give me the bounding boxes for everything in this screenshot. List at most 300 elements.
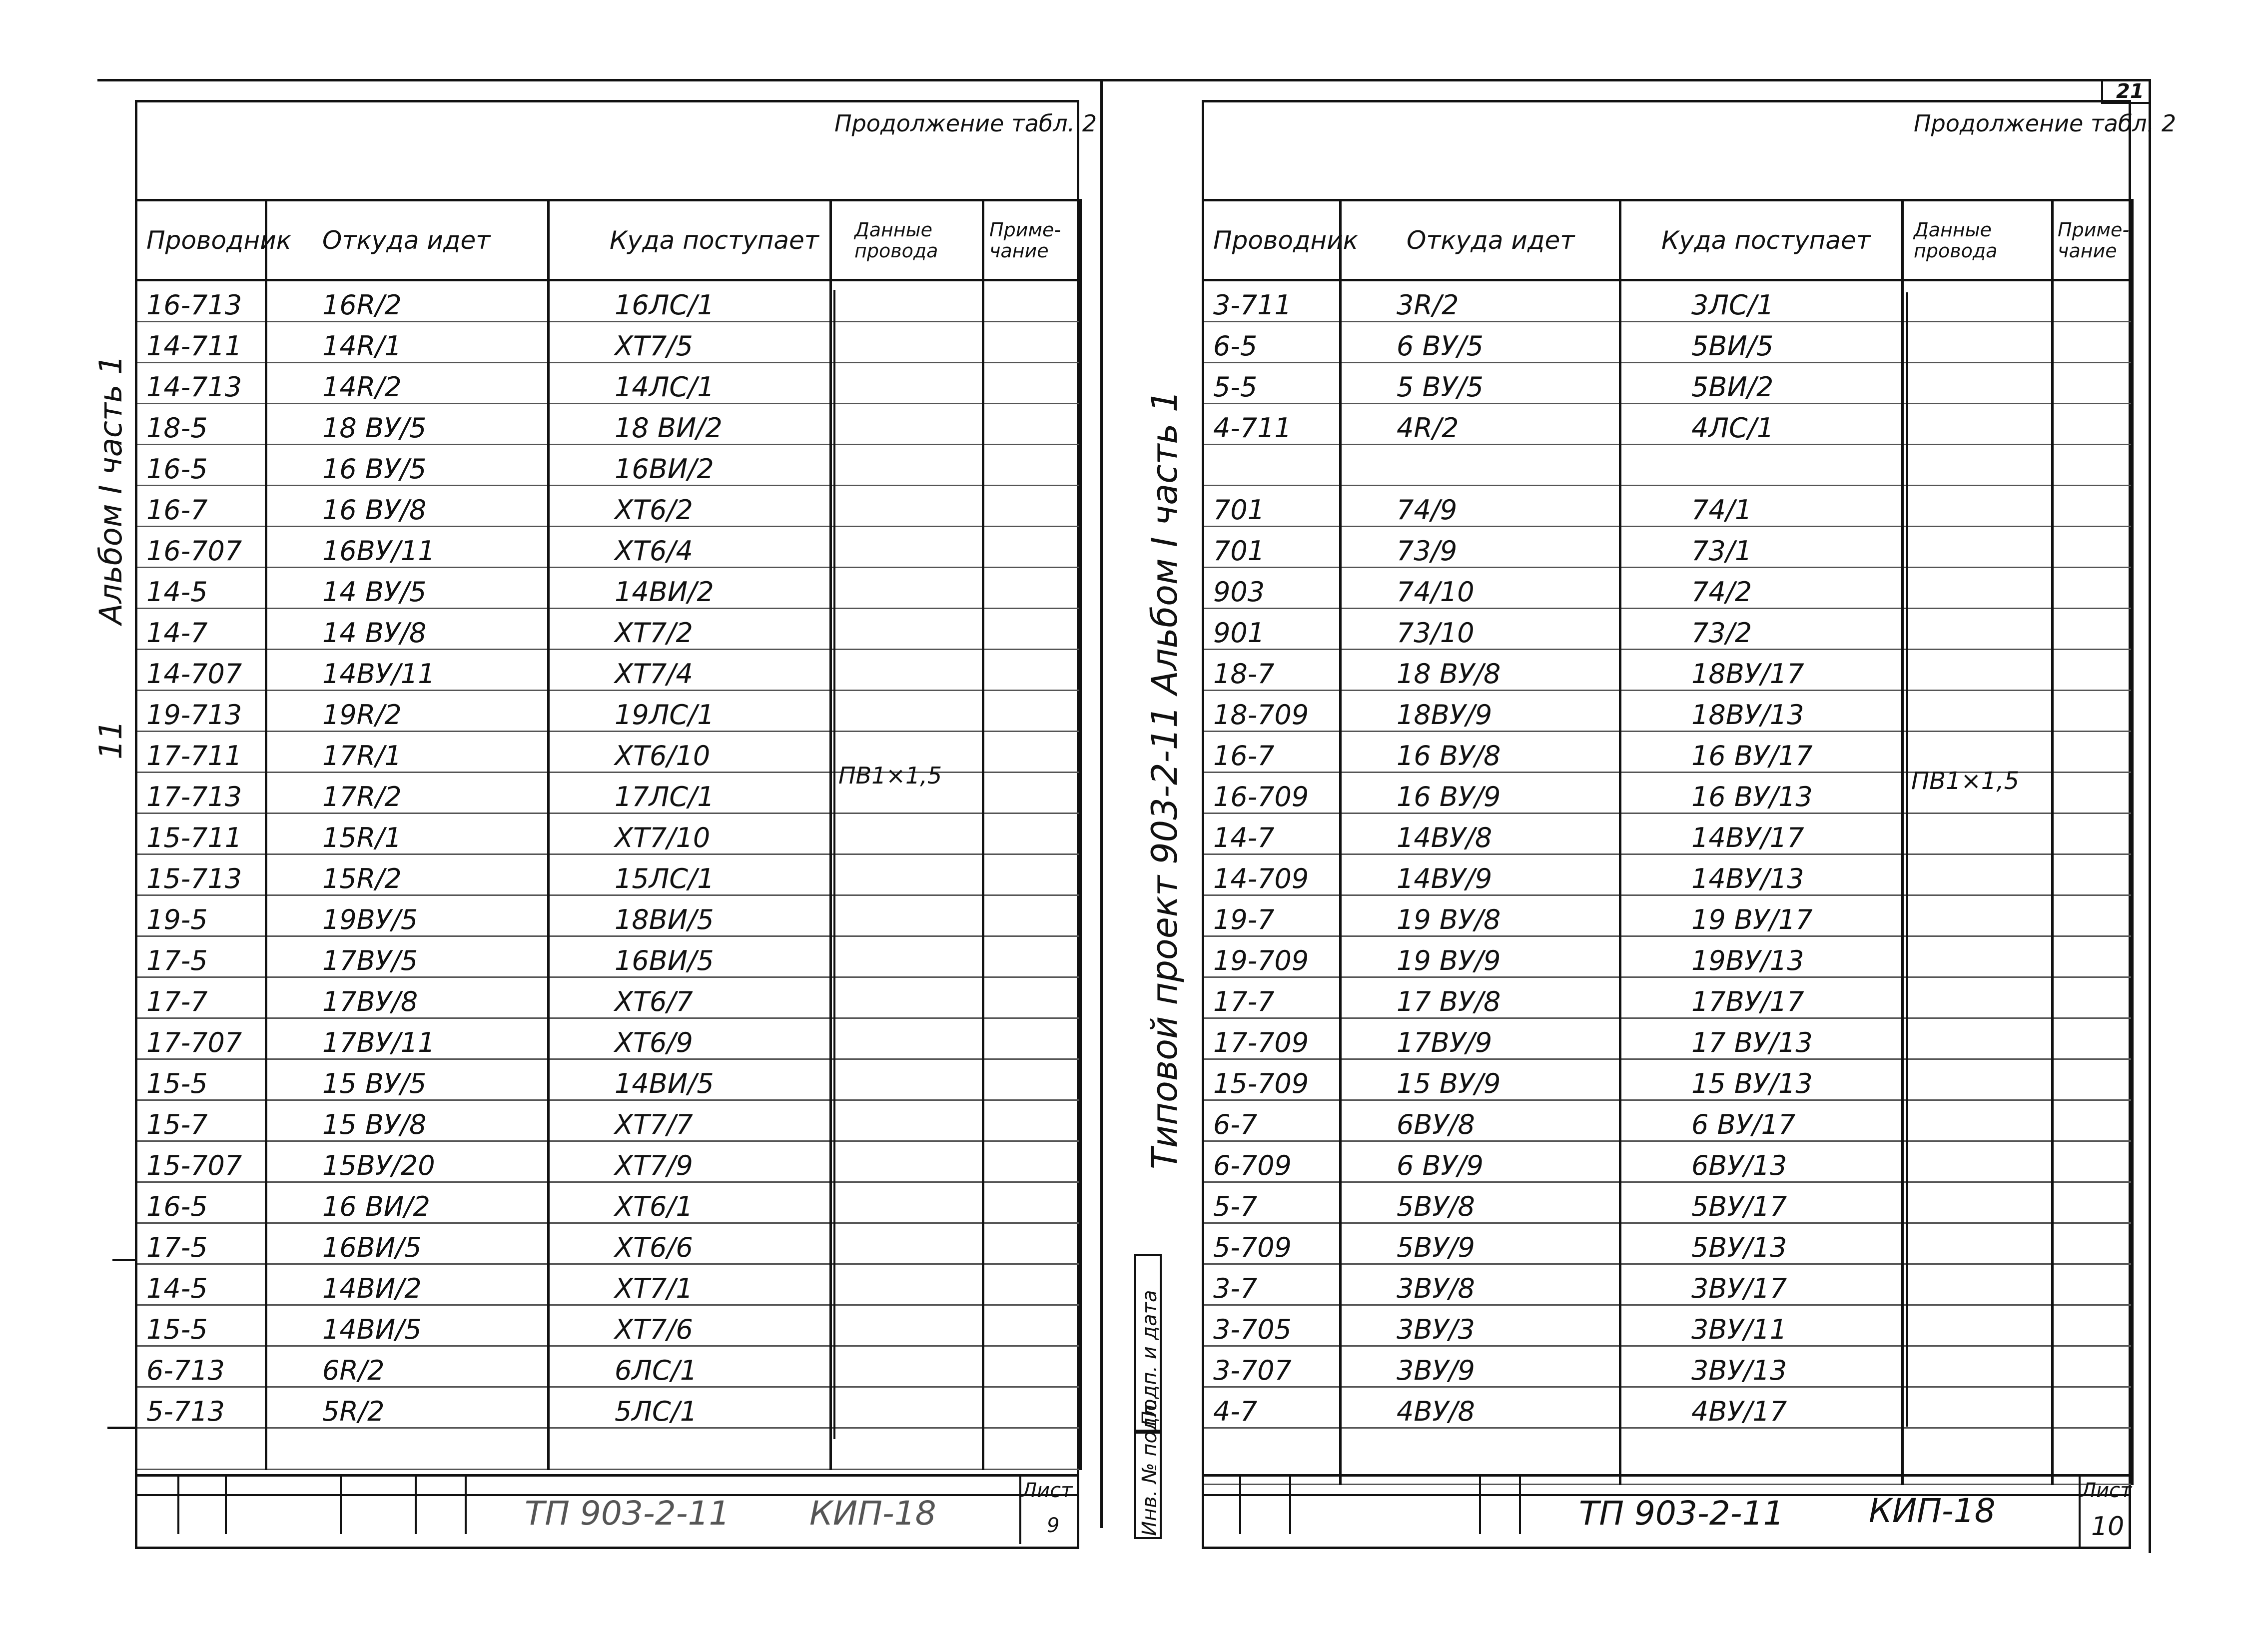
- cell-from: 17ВУ/8: [266, 977, 549, 1018]
- cell-note: [983, 322, 1081, 363]
- cell-note: [2053, 1100, 2133, 1141]
- cell-wire-data: [831, 280, 983, 322]
- right-tp-code: ТП 903-2-11: [1579, 1494, 1784, 1533]
- cell-to: 16ВИ/2: [549, 445, 831, 486]
- cell-note: [983, 1264, 1081, 1305]
- cell-conductor: 15-5: [136, 1059, 266, 1100]
- cell-conductor: 14-709: [1203, 854, 1341, 895]
- cell-from: 3R/2: [1341, 280, 1620, 322]
- cell-note: [983, 936, 1081, 977]
- cell-note: [983, 854, 1081, 895]
- cell-to: ХТ6/7: [549, 977, 831, 1018]
- cell-conductor: 16-5: [136, 1182, 266, 1223]
- cell-to: 3ВУ/11: [1620, 1305, 1903, 1346]
- table-row: [1203, 527, 2133, 568]
- table-row: [136, 609, 1081, 650]
- cell-wire-data: [831, 650, 983, 691]
- right-sheet-label: Лист: [2081, 1479, 2132, 1502]
- cell-note: [983, 1018, 1081, 1059]
- cell-conductor: 701: [1203, 486, 1341, 527]
- cell-note: [983, 1346, 1081, 1387]
- cell-to: 15ЛС/1: [549, 854, 831, 895]
- cell-from: 3ВУ/3: [1341, 1305, 1620, 1346]
- cell-from: 18ВУ/9: [1341, 691, 1620, 732]
- left-sheet-label: Лист: [1022, 1479, 1073, 1502]
- cell-conductor: 4-7: [1203, 1387, 1341, 1428]
- left-wire-bracket: [833, 290, 835, 1439]
- cell-conductor: [1203, 445, 1341, 486]
- table-row: [1203, 1141, 2133, 1182]
- cell-note: [2053, 1059, 2133, 1100]
- cell-from: 3ВУ/9: [1341, 1346, 1620, 1387]
- cell-conductor: 6-7: [1203, 1100, 1341, 1141]
- cell-note: [983, 1059, 1081, 1100]
- cell-to: 5ВИ/5: [1620, 322, 1903, 363]
- cell-from: 17R/1: [266, 732, 549, 773]
- right-kip-code: КИП-18: [1869, 1492, 1996, 1530]
- cell-wire-data: [831, 445, 983, 486]
- table-row: [1203, 609, 2133, 650]
- right-outer-border: [2149, 79, 2151, 1553]
- col-wire-data: Данные провода: [1903, 200, 2053, 280]
- cell-from: 15 ВУ/8: [266, 1100, 549, 1141]
- table-row: [136, 445, 1081, 486]
- cell-note: [2053, 895, 2133, 936]
- table-row: [1203, 568, 2133, 609]
- cell-note: [2053, 486, 2133, 527]
- cell-to: ХТ6/1: [549, 1182, 831, 1223]
- table-row: [136, 814, 1081, 854]
- cell-from: 6 ВУ/5: [1341, 322, 1620, 363]
- cell-to: 74/1: [1620, 486, 1903, 527]
- cell-conductor: 3-7: [1203, 1264, 1341, 1305]
- cell-wire-data: [1903, 527, 2053, 568]
- cell-from: 16 ВИ/2: [266, 1182, 549, 1223]
- cell-conductor: 5-5: [1203, 363, 1341, 404]
- cell-to: ХТ6/4: [549, 527, 831, 568]
- cell-wire-data: [1903, 732, 2053, 773]
- cell-wire-data: [1903, 936, 2053, 977]
- cell-conductor: 15-709: [1203, 1059, 1341, 1100]
- col-note: Приме-чание: [983, 200, 1081, 280]
- cell-from: 16 ВУ/5: [266, 445, 549, 486]
- table-row: [136, 936, 1081, 977]
- table-row: [136, 1059, 1081, 1100]
- cell-from: 16 ВУ/9: [1341, 773, 1620, 814]
- table-row: [136, 568, 1081, 609]
- cell-conductor: 15-707: [136, 1141, 266, 1182]
- cell-note: [983, 1182, 1081, 1223]
- cell-to: 18ВУ/17: [1620, 650, 1903, 691]
- cell-from: 19 ВУ/8: [1341, 895, 1620, 936]
- cell-from: 5ВУ/8: [1341, 1182, 1620, 1223]
- cell-wire-data: [1903, 568, 2053, 609]
- cell-note: [2053, 977, 2133, 1018]
- cell-from: 15R/2: [266, 854, 549, 895]
- cell-to: ХТ7/4: [549, 650, 831, 691]
- cell-conductor: 17-709: [1203, 1018, 1341, 1059]
- cell-from: 4R/2: [1341, 404, 1620, 445]
- table-row: [136, 1182, 1081, 1223]
- cell-wire-data: [1903, 1141, 2053, 1182]
- cell-empty: [983, 1428, 1081, 1470]
- cell-wire-data: [831, 1305, 983, 1346]
- cell-to: 14ВУ/17: [1620, 814, 1903, 854]
- table-row: [136, 977, 1081, 1018]
- cell-to: 5ЛС/1: [549, 1387, 831, 1428]
- approval-stamp-bottom: [1134, 1398, 1162, 1539]
- right-tb-div3: [1479, 1474, 1481, 1534]
- cell-wire-data: [1903, 322, 2053, 363]
- cell-conductor: 701: [1203, 527, 1341, 568]
- cell-note: [983, 1223, 1081, 1264]
- col-to: Куда поступает: [549, 200, 831, 280]
- table-row: [1203, 486, 2133, 527]
- table-row: [1203, 1100, 2133, 1141]
- cell-from: 14R/2: [266, 363, 549, 404]
- cell-conductor: 15-713: [136, 854, 266, 895]
- cell-wire-data: [831, 854, 983, 895]
- table-row: [136, 1305, 1081, 1346]
- cell-wire-data: [831, 527, 983, 568]
- cell-conductor: 16-5: [136, 445, 266, 486]
- cell-wire-data: [831, 936, 983, 977]
- cell-wire-data: [1903, 609, 2053, 650]
- cell-from: 16 ВУ/8: [266, 486, 549, 527]
- cell-note: [983, 895, 1081, 936]
- cell-from: 15R/1: [266, 814, 549, 854]
- cell-conductor: 16-709: [1203, 773, 1341, 814]
- cell-note: [2053, 609, 2133, 650]
- right-tb-div5: [2079, 1474, 2081, 1549]
- cell-conductor: 6-5: [1203, 322, 1341, 363]
- cell-from: 14ВИ/5: [266, 1305, 549, 1346]
- center-fold: [1100, 79, 1103, 1528]
- table-row: [136, 854, 1081, 895]
- cell-conductor: 18-5: [136, 404, 266, 445]
- cell-to: ХТ6/6: [549, 1223, 831, 1264]
- cell-wire-data: [1903, 1182, 2053, 1223]
- cell-wire-data: [831, 609, 983, 650]
- cell-note: [2053, 691, 2133, 732]
- cell-wire-data: [831, 322, 983, 363]
- cell-wire-data: [1903, 1018, 2053, 1059]
- cell-from: [1341, 445, 1620, 486]
- cell-from: 6 ВУ/9: [1341, 1141, 1620, 1182]
- cell-wire-data: [1903, 280, 2053, 322]
- cell-from: 16ВИ/5: [266, 1223, 549, 1264]
- cell-to: ХТ7/10: [549, 814, 831, 854]
- cell-note: [983, 650, 1081, 691]
- cell-conductor: 5-7: [1203, 1182, 1341, 1223]
- cell-to: 17 ВУ/13: [1620, 1018, 1903, 1059]
- cell-wire-data: [1903, 445, 2053, 486]
- cell-wire-data: [1903, 404, 2053, 445]
- cell-conductor: 14-5: [136, 1264, 266, 1305]
- left-tb-div5: [465, 1474, 467, 1534]
- cell-note: [2053, 445, 2133, 486]
- cell-from: 19 ВУ/9: [1341, 936, 1620, 977]
- cell-from: 17 ВУ/8: [1341, 977, 1620, 1018]
- cell-conductor: 19-5: [136, 895, 266, 936]
- cell-note: [2053, 1387, 2133, 1428]
- cell-empty: [549, 1428, 831, 1470]
- cell-from: 17R/2: [266, 773, 549, 814]
- cell-wire-data: [831, 1141, 983, 1182]
- cell-to: 18ВИ/5: [549, 895, 831, 936]
- cell-to: ХТ6/10: [549, 732, 831, 773]
- cell-to: 19ВУ/13: [1620, 936, 1903, 977]
- cell-conductor: 17-5: [136, 1223, 266, 1264]
- cell-to: 18 ВИ/2: [549, 404, 831, 445]
- left-sheet-number: 9: [1047, 1514, 1060, 1537]
- cell-conductor: 6-713: [136, 1346, 266, 1387]
- col-from: Откуда идет: [1341, 200, 1620, 280]
- cell-wire-data: [1903, 1305, 2053, 1346]
- cell-wire-data: [1903, 1223, 2053, 1264]
- cell-note: [983, 773, 1081, 814]
- cell-wire-data: [1903, 1059, 2053, 1100]
- cell-to: [1620, 445, 1903, 486]
- cell-to: 14ВУ/13: [1620, 854, 1903, 895]
- table-row: [136, 1141, 1081, 1182]
- cell-from: 17ВУ/9: [1341, 1018, 1620, 1059]
- table-row: [1203, 1059, 2133, 1100]
- cell-conductor: 14-707: [136, 650, 266, 691]
- cell-to: 17ЛС/1: [549, 773, 831, 814]
- cell-note: [2053, 527, 2133, 568]
- cell-to: 18ВУ/13: [1620, 691, 1903, 732]
- cell-note: [2053, 404, 2133, 445]
- cell-to: 6ЛС/1: [549, 1346, 831, 1387]
- cell-note: [2053, 1141, 2133, 1182]
- cell-wire-data: [831, 568, 983, 609]
- right-wire-table: [1202, 199, 2134, 1485]
- left-tb-div1: [177, 1474, 179, 1534]
- cell-from: 16R/2: [266, 280, 549, 322]
- cell-note: [2053, 363, 2133, 404]
- table-row: [136, 1346, 1081, 1387]
- table-row: [136, 280, 1081, 322]
- cell-from: 15ВУ/20: [266, 1141, 549, 1182]
- cell-note: [983, 568, 1081, 609]
- table-row: [1203, 445, 2133, 486]
- left-tb-div2: [225, 1474, 227, 1534]
- cell-note: [2053, 773, 2133, 814]
- col-from: Откуда идет: [266, 200, 549, 280]
- cell-wire-data: [831, 404, 983, 445]
- table-row: [136, 650, 1081, 691]
- cell-note: [2053, 814, 2133, 854]
- cell-note: [2053, 732, 2133, 773]
- cell-to: 16ЛС/1: [549, 280, 831, 322]
- table-row: [1203, 1346, 2133, 1387]
- cell-conductor: 17-7: [136, 977, 266, 1018]
- cell-conductor: 5-709: [1203, 1223, 1341, 1264]
- cell-note: [983, 1100, 1081, 1141]
- cell-conductor: 14-5: [136, 568, 266, 609]
- cell-from: 19ВУ/5: [266, 895, 549, 936]
- cell-to: 5ВИ/2: [1620, 363, 1903, 404]
- right-sheet-number: 10: [2091, 1512, 2125, 1542]
- cell-wire-data: [1903, 486, 2053, 527]
- cell-to: 14ВИ/2: [549, 568, 831, 609]
- cell-conductor: 16-707: [136, 527, 266, 568]
- cell-wire-data: [831, 1059, 983, 1100]
- table-row: [1203, 854, 2133, 895]
- left-tb-div6: [1019, 1474, 1021, 1544]
- cell-from: 14 ВУ/5: [266, 568, 549, 609]
- left-margin-tick1: [112, 1259, 137, 1261]
- cell-note: [2053, 936, 2133, 977]
- cell-to: 4ВУ/17: [1620, 1387, 1903, 1428]
- table-row: [1203, 691, 2133, 732]
- cell-conductor: 15-5: [136, 1305, 266, 1346]
- table-row: [1203, 363, 2133, 404]
- cell-note: [983, 527, 1081, 568]
- cell-from: 14ВУ/8: [1341, 814, 1620, 854]
- cell-wire-data: [831, 814, 983, 854]
- table-row: [1203, 1264, 2133, 1305]
- cell-to: 14ЛС/1: [549, 363, 831, 404]
- cell-to: 3ЛС/1: [1620, 280, 1903, 322]
- cell-to: ХТ6/9: [549, 1018, 831, 1059]
- stamp-inventory: Инв. № подл.: [1138, 1398, 1161, 1536]
- cell-empty: [266, 1428, 549, 1470]
- cell-to: ХТ7/6: [549, 1305, 831, 1346]
- table-row: [1203, 936, 2133, 977]
- cell-empty: [831, 1428, 983, 1470]
- cell-conductor: 15-711: [136, 814, 266, 854]
- cell-to: 3ВУ/17: [1620, 1264, 1903, 1305]
- table-row: [1203, 977, 2133, 1018]
- table-row: [136, 1264, 1081, 1305]
- cell-empty: [136, 1428, 266, 1470]
- cell-to: ХТ7/2: [549, 609, 831, 650]
- cell-wire-data: [1903, 814, 2053, 854]
- cell-wire-data: [831, 895, 983, 936]
- left-tb-div3: [340, 1474, 342, 1534]
- cell-wire-data: [831, 691, 983, 732]
- table-row: [1203, 280, 2133, 322]
- cell-conductor: 14-7: [1203, 814, 1341, 854]
- cell-from: 73/10: [1341, 609, 1620, 650]
- cell-from: 5R/2: [266, 1387, 549, 1428]
- cell-to: 73/1: [1620, 527, 1903, 568]
- table-row: [1203, 404, 2133, 445]
- cell-conductor: 19-713: [136, 691, 266, 732]
- cell-wire-data: [1903, 650, 2053, 691]
- table-row: [1203, 1305, 2133, 1346]
- left-continuation: Продолжение табл. 2: [834, 110, 1097, 137]
- cell-note: [2053, 1182, 2133, 1223]
- cell-note: [2053, 568, 2133, 609]
- cell-from: 5ВУ/9: [1341, 1223, 1620, 1264]
- cell-note: [983, 1387, 1081, 1428]
- cell-note: [2053, 1018, 2133, 1059]
- cell-to: 17ВУ/17: [1620, 977, 1903, 1018]
- table-row: [136, 322, 1081, 363]
- cell-conductor: 18-7: [1203, 650, 1341, 691]
- cell-from: 6R/2: [266, 1346, 549, 1387]
- cell-note: [983, 814, 1081, 854]
- cell-to: 16 ВУ/17: [1620, 732, 1903, 773]
- cell-from: 16 ВУ/8: [1341, 732, 1620, 773]
- cell-wire-data: [831, 1346, 983, 1387]
- cell-to: 5ВУ/17: [1620, 1182, 1903, 1223]
- cell-conductor: 3-711: [1203, 280, 1341, 322]
- left-side-album: Альбом I часть 1: [92, 355, 129, 625]
- right-tb-div4: [1519, 1474, 1521, 1534]
- cell-conductor: 18-709: [1203, 691, 1341, 732]
- cell-from: 5 ВУ/5: [1341, 363, 1620, 404]
- col-conductor: Проводник: [136, 200, 266, 280]
- table-row: [136, 1387, 1081, 1428]
- cell-conductor: 17-7: [1203, 977, 1341, 1018]
- cell-wire-data: [831, 1264, 983, 1305]
- cell-wire-data: [1903, 1100, 2053, 1141]
- cell-wire-data: [1903, 854, 2053, 895]
- cell-conductor: 19-7: [1203, 895, 1341, 936]
- cell-note: [983, 732, 1081, 773]
- cell-from: 15 ВУ/9: [1341, 1059, 1620, 1100]
- cell-wire-data: [1903, 977, 2053, 1018]
- cell-from: 18 ВУ/5: [266, 404, 549, 445]
- cell-to: 6 ВУ/17: [1620, 1100, 1903, 1141]
- cell-note: [2053, 280, 2133, 322]
- cell-wire-data: [831, 1100, 983, 1141]
- table-row: [136, 486, 1081, 527]
- cell-conductor: 16-713: [136, 280, 266, 322]
- right-tb-rule1: [1202, 1474, 2131, 1477]
- table-row: [1203, 1018, 2133, 1059]
- cell-note: [983, 486, 1081, 527]
- cell-to: 6ВУ/13: [1620, 1141, 1903, 1182]
- cell-note: [983, 1141, 1081, 1182]
- cell-note: [2053, 1346, 2133, 1387]
- cell-to: 15 ВУ/13: [1620, 1059, 1903, 1100]
- left-side-number: 11: [92, 720, 129, 760]
- table-row: [1203, 732, 2133, 773]
- cell-wire-data: [831, 1182, 983, 1223]
- cell-from: 6ВУ/8: [1341, 1100, 1620, 1141]
- cell-note: [983, 977, 1081, 1018]
- right-page-number: 21: [2116, 80, 2144, 103]
- cell-conductor: 901: [1203, 609, 1341, 650]
- cell-conductor: 14-7: [136, 609, 266, 650]
- cell-note: [2053, 322, 2133, 363]
- cell-from: 14 ВУ/8: [266, 609, 549, 650]
- top-rule: [97, 79, 2151, 81]
- cell-to: 73/2: [1620, 609, 1903, 650]
- cell-from: 14ВИ/2: [266, 1264, 549, 1305]
- cell-conductor: 5-713: [136, 1387, 266, 1428]
- left-margin-tick2: [107, 1427, 137, 1429]
- cell-from: 4ВУ/8: [1341, 1387, 1620, 1428]
- right-wire-note: ПВ1×1,5: [1911, 767, 2020, 795]
- cell-from: 17ВУ/11: [266, 1018, 549, 1059]
- table-row: [1203, 895, 2133, 936]
- table-row: [136, 1100, 1081, 1141]
- cell-to: 16 ВУ/13: [1620, 773, 1903, 814]
- cell-note: [983, 445, 1081, 486]
- cell-to: 3ВУ/13: [1620, 1346, 1903, 1387]
- cell-from: 19R/2: [266, 691, 549, 732]
- cell-from: 14ВУ/9: [1341, 854, 1620, 895]
- cell-to: 4ЛС/1: [1620, 404, 1903, 445]
- left-tp-code: ТП 903-2-11: [525, 1494, 730, 1533]
- cell-to: ХТ7/5: [549, 322, 831, 363]
